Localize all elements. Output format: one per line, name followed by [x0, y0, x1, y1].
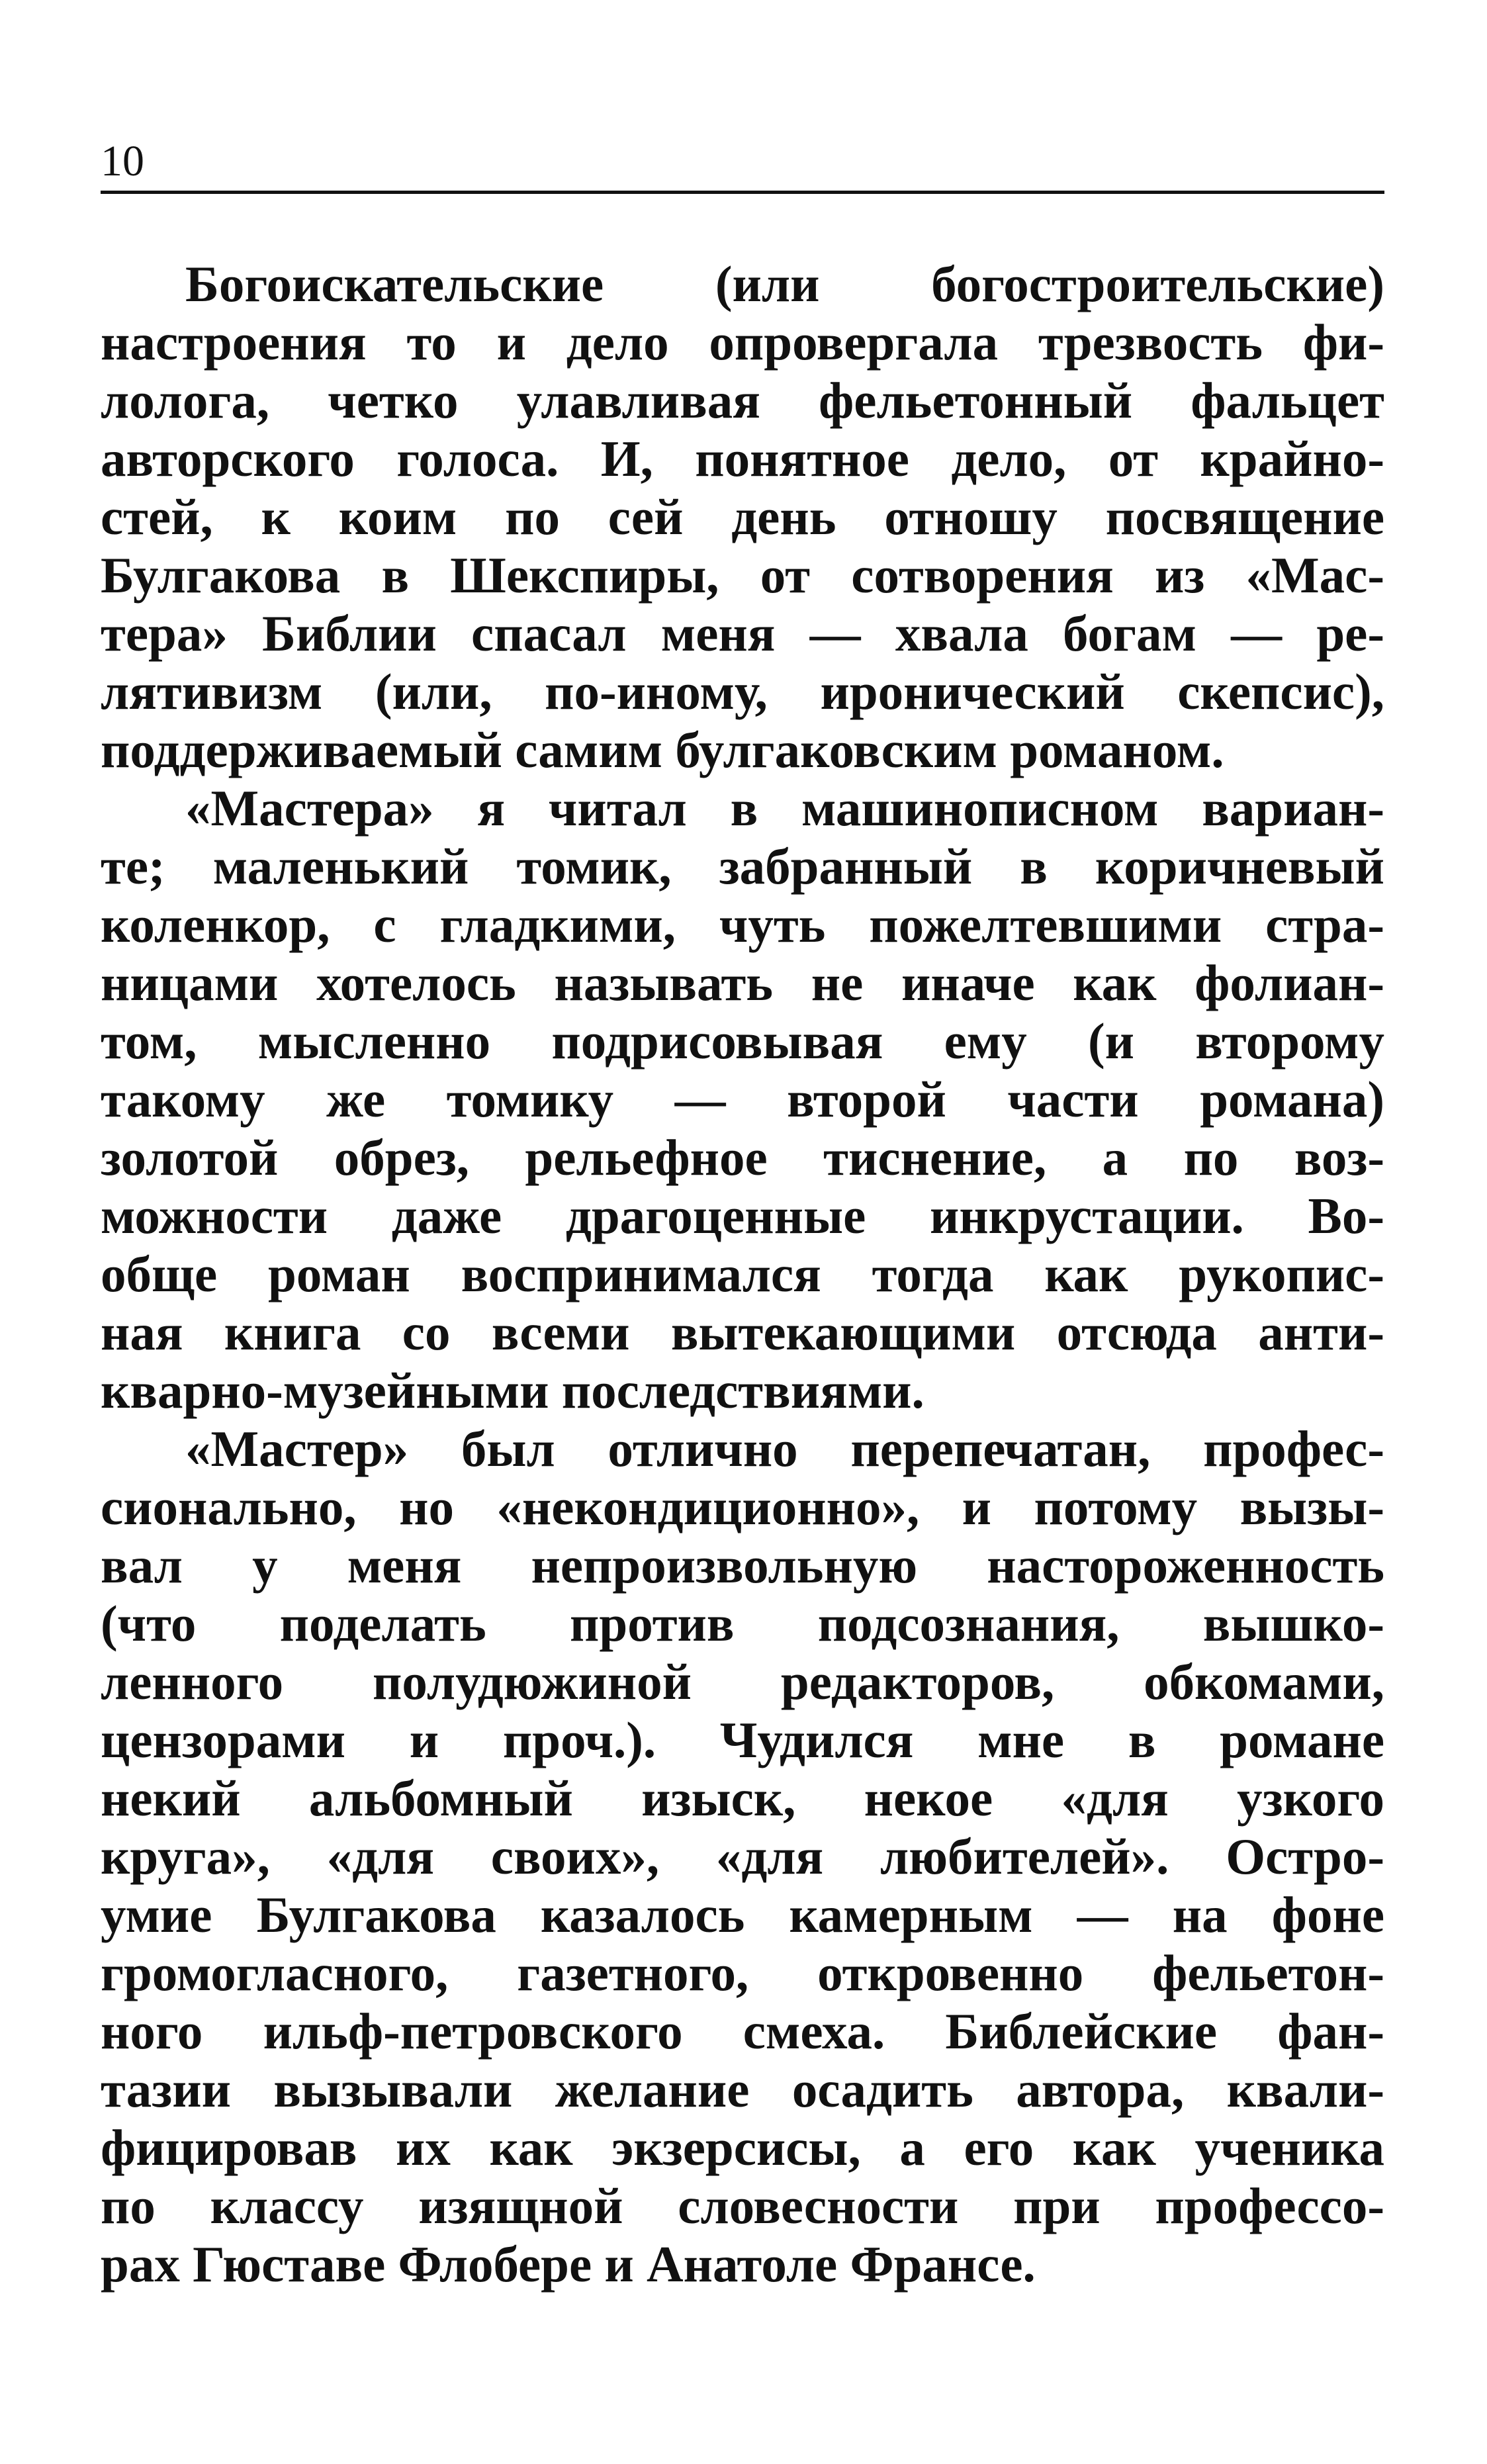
text-line: поддерживаемый самим булгаковским романом.	[101, 721, 1224, 778]
text-line: авторского голоса. И, понятное дело, от крайно-	[101, 430, 1384, 487]
text-line: том, мысленно подрисовывая ему (и второму	[101, 1013, 1384, 1070]
page-header	[101, 132, 1384, 193]
text-line: цензорами и проч.). Чудился мне в романе	[101, 1711, 1384, 1768]
text-line: коленкор, с гладкими, чуть пожелтевшими стра-	[101, 896, 1384, 953]
text-line: рах Гюставе Флобере и Анатоле Франсе.	[101, 2236, 1036, 2293]
text-line: стей, к коим по сей день отношу посвящение	[101, 488, 1384, 545]
text-line: по классу изящной словесности при профессо-	[101, 2177, 1384, 2234]
text-line: лятивизм (или, по-иному, иронический скепсис),	[101, 663, 1384, 720]
paragraph-3	[101, 1420, 1384, 2293]
text-line: умие Булгакова казалось камерным — на фоне	[101, 1886, 1384, 1943]
page-number: 10	[101, 137, 144, 185]
body-text	[101, 255, 1384, 2293]
paragraph-2	[101, 779, 1384, 1420]
text-line: Богоискательские (или богостроительские)	[185, 255, 1384, 312]
text-line: золотой обрез, рельефное тиснение, а по воз-	[101, 1129, 1384, 1186]
text-line: тера» Библии спасал меня — хвала богам — ре-	[101, 605, 1384, 662]
text-line: сионально, но «некондиционно», и потому вызы-	[101, 1479, 1384, 1535]
text-line: кварно-музейными последствиями.	[101, 1362, 924, 1419]
text-line: громогласного, газетного, откровенно фельетон-	[101, 1944, 1384, 2001]
text-line: лолога, четко улавливая фельетонный фальцет	[101, 372, 1384, 429]
text-line: (что поделать против подсознания, вышко-	[101, 1595, 1384, 1652]
text-line: обще роман воспринимался тогда как рукопис-	[101, 1246, 1384, 1302]
text-line: «Мастера» я читал в машинописном вариан-	[185, 780, 1384, 837]
text-line: настроения то и дело опровергала трезвость фи-	[101, 314, 1384, 371]
text-line: те; маленький томик, забранный в коричневый	[101, 838, 1384, 895]
text-line: такому же томику — второй части романа)	[101, 1071, 1384, 1128]
text-line: круга», «для своих», «для любителей». Остро-	[101, 1828, 1384, 1885]
text-line: тазии вызывали желание осадить автора, квали-	[101, 2061, 1384, 2118]
text-line: фицировав их как экзерсисы, а его как ученика	[101, 2119, 1384, 2176]
paragraph-1	[101, 255, 1384, 779]
header-rule	[101, 191, 1384, 194]
text-line: Булгакова в Шекспиры, от сотворения из «Мас-	[101, 547, 1384, 604]
text-line: можности даже драгоценные инкрустации. Во-	[101, 1187, 1384, 1244]
text-line: некий альбомный изыск, некое «для узкого	[101, 1770, 1384, 1827]
text-line: ленного полудюжиной редакторов, обкомами,	[101, 1653, 1384, 1710]
text-line: «Мастер» был отлично перепечатан, профес-	[185, 1420, 1384, 1477]
text-line: ная книга со всеми вытекающими отсюда анти-	[101, 1304, 1384, 1361]
text-line: ницами хотелось называть не иначе как фолиан-	[101, 954, 1384, 1011]
text-line: ного ильф-петровского смеха. Библейские фан-	[101, 2003, 1384, 2060]
text-line: вал у меня непроизвольную настороженность	[101, 1537, 1384, 1594]
